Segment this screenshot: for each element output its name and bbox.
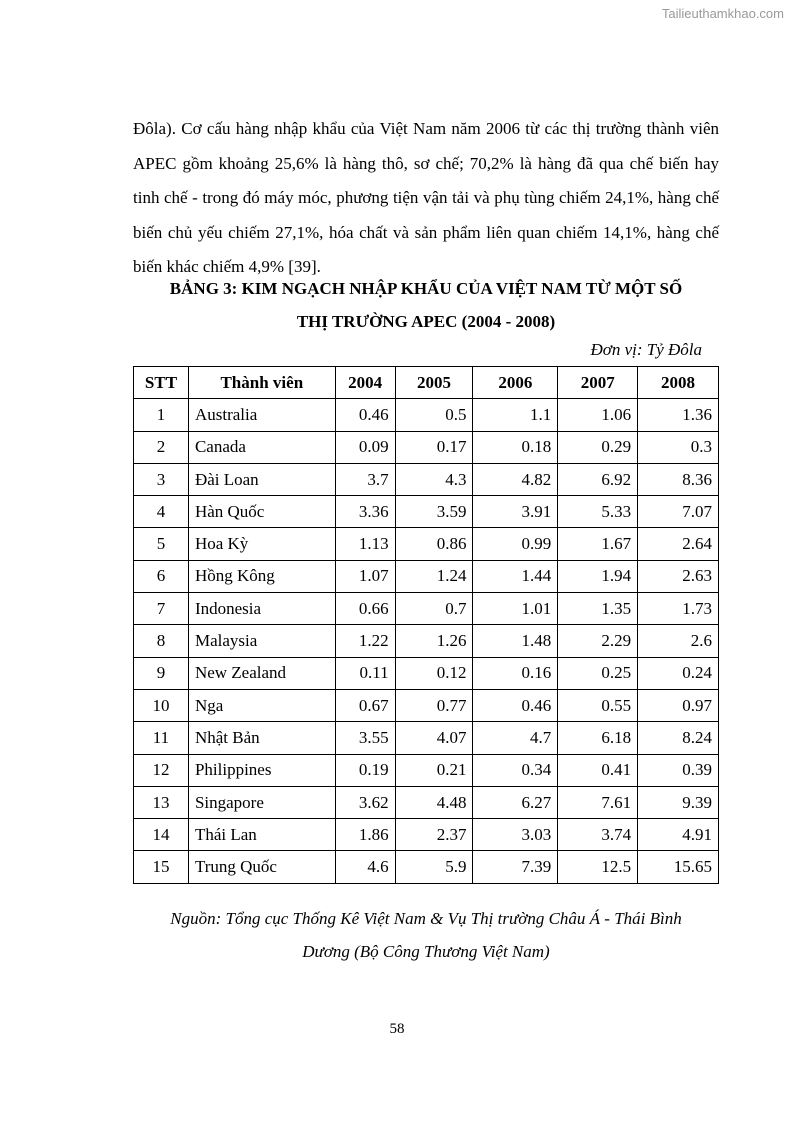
cell-member: Hoa Kỳ	[188, 528, 335, 560]
cell-2007: 6.92	[558, 463, 638, 495]
cell-2004: 0.46	[335, 399, 395, 431]
cell-2005: 0.77	[395, 689, 473, 721]
cell-2007: 1.35	[558, 593, 638, 625]
table-row	[134, 431, 719, 463]
source-line-2: Dương (Bộ Công Thương Việt Nam)	[302, 942, 550, 961]
cell-2006: 1.44	[473, 560, 558, 592]
cell-2008: 8.24	[638, 722, 719, 754]
source-note	[120, 902, 732, 968]
cell-2005: 4.07	[395, 722, 473, 754]
cell-member: Nga	[188, 689, 335, 721]
cell-2006: 4.7	[473, 722, 558, 754]
table-title	[120, 272, 732, 338]
cell-2004: 4.6	[335, 851, 395, 883]
cell-2007: 3.74	[558, 819, 638, 851]
source-line-1: Nguồn: Tổng cục Thống Kê Việt Nam & Vụ Thị trường Châu Á - Thái Bình	[170, 909, 682, 928]
cell-stt: 5	[134, 528, 189, 560]
cell-member: New Zealand	[188, 657, 335, 689]
cell-2006: 4.82	[473, 463, 558, 495]
cell-2007: 1.06	[558, 399, 638, 431]
cell-stt: 1	[134, 399, 189, 431]
cell-2008: 0.97	[638, 689, 719, 721]
cell-member: Nhật Bản	[188, 722, 335, 754]
cell-2008: 1.36	[638, 399, 719, 431]
cell-2005: 0.21	[395, 754, 473, 786]
cell-2005: 0.12	[395, 657, 473, 689]
cell-2005: 1.26	[395, 625, 473, 657]
header-member: Thành viên	[188, 367, 335, 399]
table-row	[134, 851, 719, 883]
cell-2008: 15.65	[638, 851, 719, 883]
cell-2006: 3.91	[473, 496, 558, 528]
cell-member: Philippines	[188, 754, 335, 786]
cell-2006: 7.39	[473, 851, 558, 883]
cell-2006: 6.27	[473, 786, 558, 818]
cell-stt: 8	[134, 625, 189, 657]
table-row	[134, 560, 719, 592]
cell-2006: 1.1	[473, 399, 558, 431]
cell-member: Indonesia	[188, 593, 335, 625]
cell-stt: 3	[134, 463, 189, 495]
cell-2005: 5.9	[395, 851, 473, 883]
cell-member: Đài Loan	[188, 463, 335, 495]
cell-stt: 11	[134, 722, 189, 754]
cell-2007: 0.25	[558, 657, 638, 689]
cell-2007: 0.55	[558, 689, 638, 721]
cell-2005: 1.24	[395, 560, 473, 592]
cell-2004: 0.66	[335, 593, 395, 625]
cell-2004: 3.7	[335, 463, 395, 495]
cell-member: Canada	[188, 431, 335, 463]
cell-2005: 0.86	[395, 528, 473, 560]
cell-stt: 13	[134, 786, 189, 818]
cell-2004: 1.13	[335, 528, 395, 560]
table-title-line-1: BẢNG 3: KIM NGẠCH NHẬP KHẨU CỦA VIỆT NAM TỪ MỘT SỐ	[169, 279, 683, 298]
table-row	[134, 722, 719, 754]
cell-2006: 0.34	[473, 754, 558, 786]
header-2004: 2004	[335, 367, 395, 399]
table-row	[134, 399, 719, 431]
cell-stt: 14	[134, 819, 189, 851]
cell-2008: 7.07	[638, 496, 719, 528]
cell-2005: 0.5	[395, 399, 473, 431]
cell-member: Hàn Quốc	[188, 496, 335, 528]
cell-member: Hồng Kông	[188, 560, 335, 592]
cell-member: Trung Quốc	[188, 851, 335, 883]
unit-label: Đơn vị: Tỷ Đôla	[590, 340, 702, 359]
cell-2008: 2.63	[638, 560, 719, 592]
cell-2007: 7.61	[558, 786, 638, 818]
table-row	[134, 786, 719, 818]
cell-2004: 0.09	[335, 431, 395, 463]
cell-2004: 1.86	[335, 819, 395, 851]
cell-2007: 12.5	[558, 851, 638, 883]
cell-2006: 1.48	[473, 625, 558, 657]
cell-2005: 4.3	[395, 463, 473, 495]
table-row	[134, 593, 719, 625]
header-2006: 2006	[473, 367, 558, 399]
table-row	[134, 819, 719, 851]
cell-member: Singapore	[188, 786, 335, 818]
cell-2004: 3.55	[335, 722, 395, 754]
cell-stt: 6	[134, 560, 189, 592]
cell-2004: 3.62	[335, 786, 395, 818]
header-2005: 2005	[395, 367, 473, 399]
cell-2006: 0.46	[473, 689, 558, 721]
cell-member: Australia	[188, 399, 335, 431]
cell-2005: 2.37	[395, 819, 473, 851]
table-row	[134, 657, 719, 689]
cell-2008: 9.39	[638, 786, 719, 818]
cell-2006: 1.01	[473, 593, 558, 625]
cell-2008: 2.6	[638, 625, 719, 657]
cell-2007: 1.67	[558, 528, 638, 560]
table-row	[134, 754, 719, 786]
cell-2004: 0.19	[335, 754, 395, 786]
cell-stt: 9	[134, 657, 189, 689]
cell-2007: 5.33	[558, 496, 638, 528]
cell-2008: 1.73	[638, 593, 719, 625]
cell-2008: 8.36	[638, 463, 719, 495]
cell-stt: 15	[134, 851, 189, 883]
cell-2006: 0.16	[473, 657, 558, 689]
cell-2008: 0.24	[638, 657, 719, 689]
cell-2008: 0.3	[638, 431, 719, 463]
header-2007: 2007	[558, 367, 638, 399]
cell-stt: 7	[134, 593, 189, 625]
cell-2004: 0.67	[335, 689, 395, 721]
cell-2006: 0.18	[473, 431, 558, 463]
cell-member: Malaysia	[188, 625, 335, 657]
cell-2007: 0.29	[558, 431, 638, 463]
table-row	[134, 689, 719, 721]
table-row	[134, 463, 719, 495]
cell-stt: 10	[134, 689, 189, 721]
table-header-row	[134, 367, 719, 399]
cell-2007: 0.41	[558, 754, 638, 786]
cell-member: Thái Lan	[188, 819, 335, 851]
table-row	[134, 528, 719, 560]
table-row	[134, 625, 719, 657]
import-table	[133, 366, 719, 884]
page-number: 58	[389, 1021, 405, 1037]
cell-2007: 2.29	[558, 625, 638, 657]
table-row	[134, 496, 719, 528]
cell-stt: 2	[134, 431, 189, 463]
cell-2005: 4.48	[395, 786, 473, 818]
cell-2008: 0.39	[638, 754, 719, 786]
body-paragraph: Đôla). Cơ cấu hàng nhập khẩu của Việt Nam năm 2006 từ các thị trường thành viên APEC gồm khoảng 25,6% là hàng thô, sơ chế; 70,2% là hàng đã qua chế biến hay tinh chế - trong đó máy móc, phương tiện vận tải và phụ tùng chiếm 24,1%, hàng chế biến chủ yếu chiếm 27,1%, hóa chất và sản phẩm liên quan chiếm 14,1%, hàng chế biến khác chiếm 4,9% [39].	[133, 119, 719, 276]
cell-2004: 1.22	[335, 625, 395, 657]
header-stt: STT	[134, 367, 189, 399]
cell-2008: 2.64	[638, 528, 719, 560]
cell-2005: 3.59	[395, 496, 473, 528]
table-title-line-2: THỊ TRƯỜNG APEC (2004 - 2008)	[296, 312, 556, 331]
header-2008: 2008	[638, 367, 719, 399]
cell-stt: 12	[134, 754, 189, 786]
watermark: Tailieuthamkhao.com	[661, 6, 784, 21]
cell-2007: 1.94	[558, 560, 638, 592]
cell-2005: 0.7	[395, 593, 473, 625]
cell-2004: 0.11	[335, 657, 395, 689]
cell-2006: 0.99	[473, 528, 558, 560]
cell-2005: 0.17	[395, 431, 473, 463]
cell-2006: 3.03	[473, 819, 558, 851]
cell-2004: 1.07	[335, 560, 395, 592]
cell-stt: 4	[134, 496, 189, 528]
cell-2008: 4.91	[638, 819, 719, 851]
cell-2004: 3.36	[335, 496, 395, 528]
cell-2007: 6.18	[558, 722, 638, 754]
